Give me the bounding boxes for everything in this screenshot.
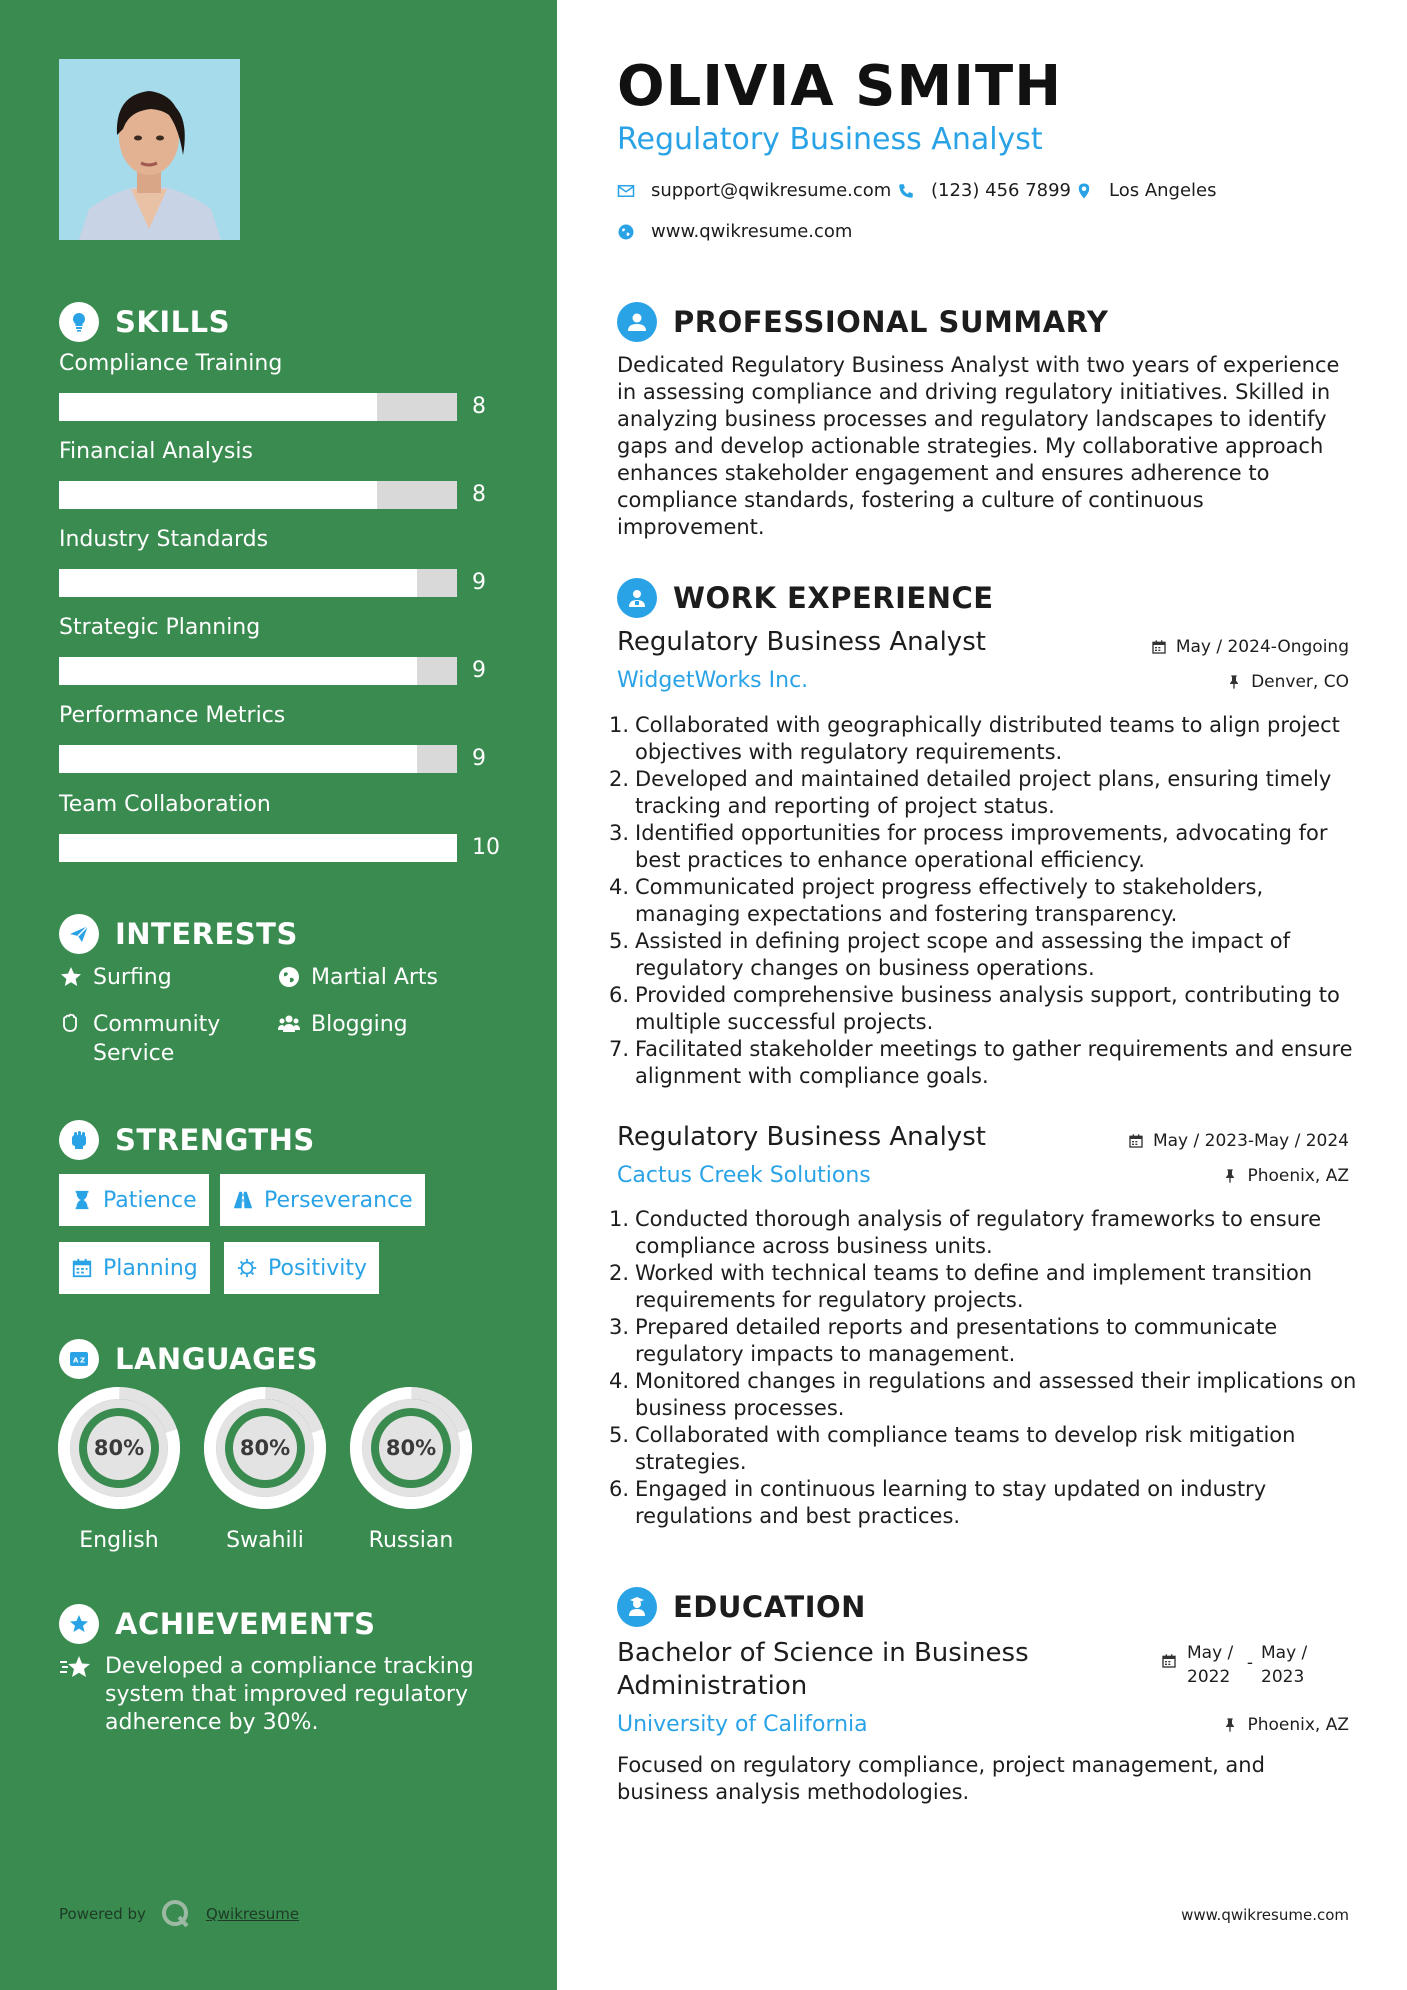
globe-icon — [617, 223, 635, 241]
skill-bar-fill — [59, 393, 377, 421]
achievements-heading: ACHIEVEMENTS — [59, 1604, 375, 1644]
pushpin-icon — [1222, 1168, 1238, 1184]
lightbulb-icon — [59, 302, 99, 342]
language-percent: 80% — [385, 1436, 437, 1460]
pushpin-icon — [1226, 674, 1242, 690]
skill-bar-fill — [59, 834, 457, 862]
language-ring — [349, 1386, 473, 1510]
language-percent: 80% — [239, 1436, 291, 1460]
users-icon — [277, 1012, 301, 1036]
profile-photo — [59, 59, 240, 240]
interests-heading: INTERESTS — [59, 914, 298, 954]
education-school: University of California — [617, 1712, 868, 1737]
language-item — [57, 1386, 181, 1553]
interest-item: Martial Arts — [277, 963, 438, 992]
list-item: 4. Monitored changes in regulations and assessed their implications on business processes. — [609, 1369, 1357, 1420]
education-degree: Bachelor of Science in Business Administration — [617, 1638, 1029, 1701]
skill-bar-fill — [59, 657, 417, 685]
list-item: 2. Developed and maintained detailed project plans, ensuring timely tracking and reporting of project status. — [609, 767, 1332, 818]
skill-item — [59, 351, 499, 421]
globe-icon — [277, 965, 301, 989]
languages-heading: A Z LANGUAGES — [59, 1339, 318, 1379]
skill-item — [59, 703, 499, 773]
user-icon — [617, 302, 657, 342]
job-duties — [609, 712, 1367, 1090]
education-dates: May / 2022 - May / 2023 — [1161, 1641, 1313, 1689]
language-percent: 80% — [93, 1436, 145, 1460]
education-description: Focused on regulatory compliance, project management, and business analysis methodologies. — [617, 1753, 1265, 1804]
candidate-role: Regulatory Business Analyst — [617, 122, 1043, 157]
skill-bar-fill — [59, 569, 417, 597]
calendar-icon — [1161, 1653, 1177, 1669]
qwikresume-link[interactable]: Qwikresume — [205, 1905, 300, 1923]
job-title: Regulatory Business Analyst — [617, 1122, 986, 1152]
candidate-name: OLIVIA SMITH — [617, 54, 1063, 119]
skill-item — [59, 615, 499, 685]
road-icon — [232, 1189, 254, 1211]
interest-item: Blogging — [277, 1010, 408, 1039]
skill-bar-fill — [59, 481, 377, 509]
skill-level: 9 — [472, 658, 486, 683]
skill-bar-fill — [59, 745, 417, 773]
language-name: Russian — [368, 1528, 454, 1553]
skill-item — [59, 527, 499, 597]
experience-heading: WORK EXPERIENCE — [617, 578, 994, 618]
skill-level: 9 — [472, 570, 486, 595]
pushpin-icon — [1222, 1717, 1238, 1733]
list-item: 3. Identified opportunities for process improvements, advocating for best practices to enhance operational efficiency. — [609, 821, 1328, 872]
phone-icon — [897, 182, 915, 200]
education-heading: EDUCATION — [617, 1587, 866, 1627]
skill-name: Industry Standards — [59, 527, 269, 552]
job-dates: May / 2023-May / 2024 — [1128, 1131, 1349, 1151]
summary-heading: PROFESSIONAL SUMMARY — [617, 302, 1108, 342]
skill-item — [59, 792, 499, 862]
skill-name: Compliance Training — [59, 351, 283, 376]
list-item: 3. Prepared detailed reports and presentations to communicate regulatory impacts to management. — [609, 1315, 1278, 1366]
interest-item: Community Service — [59, 1010, 249, 1068]
powered-by: Powered by Qwikresume — [59, 1898, 299, 1930]
list-item: 1. Collaborated with geographically distributed teams to align project objectives with regulatory requirements. — [609, 713, 1340, 764]
list-item: 5. Assisted in defining project scope and assessing the impact of regulatory changes on business operations. — [609, 929, 1290, 980]
list-item: 2. Worked with technical teams to define and implement transition requirements for regulatory projects. — [609, 1261, 1313, 1312]
sun-icon — [236, 1257, 258, 1279]
star-icon — [59, 965, 83, 989]
strength-chip: Positivity — [224, 1242, 379, 1294]
language-ring — [57, 1386, 181, 1510]
skill-level: 8 — [472, 394, 486, 419]
hand-icon — [59, 1012, 83, 1036]
job-location: Phoenix, AZ — [1222, 1166, 1349, 1186]
skill-name: Financial Analysis — [59, 439, 253, 464]
language-item — [349, 1386, 473, 1553]
job-company: Cactus Creek Solutions — [617, 1163, 871, 1188]
list-item: 6. Provided comprehensive business analysis support, contributing to multiple successful projects. — [609, 983, 1340, 1034]
list-item: 5. Collaborated with compliance teams to develop risk mitigation strategies. — [609, 1423, 1296, 1474]
briefcase-user-icon — [617, 578, 657, 618]
trophy-star-icon — [59, 1604, 99, 1644]
svg-text:Z: Z — [80, 1356, 86, 1365]
map-pin-icon — [1075, 182, 1093, 200]
list-item: 4. Communicated project progress effectively to stakeholders, managing expectations and fostering transparency. — [609, 875, 1264, 926]
sidebar — [0, 0, 557, 1990]
contact-website[interactable]: www.qwikresume.com — [617, 221, 852, 242]
paper-plane-icon — [59, 914, 99, 954]
hourglass-icon — [71, 1189, 93, 1211]
qwikresume-logo-icon — [160, 1898, 192, 1930]
skill-level: 9 — [472, 746, 486, 771]
language-name: English — [79, 1528, 159, 1553]
skill-item — [59, 439, 499, 509]
skill-name: Performance Metrics — [59, 703, 286, 728]
strength-chip: Patience — [59, 1174, 209, 1226]
contact-email[interactable]: support@qwikresume.com — [617, 180, 891, 201]
skills-heading: SKILLS — [59, 302, 230, 342]
language-name: Swahili — [226, 1528, 304, 1553]
graduation-icon — [617, 1587, 657, 1627]
contact-location: Los Angeles — [1075, 180, 1217, 201]
list-item: 7. Facilitated stakeholder meetings to gather requirements and ensure alignment with compliance goals. — [609, 1037, 1353, 1088]
shooting-star-icon — [59, 1654, 93, 1682]
skill-level: 10 — [472, 835, 500, 860]
footer-website[interactable]: www.qwikresume.com — [1181, 1906, 1349, 1924]
strength-chip: Planning — [59, 1242, 210, 1294]
list-item: 1. Conducted thorough analysis of regulatory frameworks to ensure compliance across business units. — [609, 1207, 1322, 1258]
calendar-icon — [71, 1257, 93, 1279]
education-location: Phoenix, AZ — [1222, 1715, 1349, 1735]
fist-icon — [59, 1120, 99, 1160]
skill-level: 8 — [472, 482, 486, 507]
job-title: Regulatory Business Analyst — [617, 627, 986, 657]
achievement-item: Developed a compliance tracking system that improved regulatory adherence by 30%. — [59, 1653, 479, 1737]
calendar-icon — [1151, 639, 1167, 655]
strength-chip: Perseverance — [220, 1174, 425, 1226]
skill-name: Team Collaboration — [59, 792, 271, 817]
language-ring — [203, 1386, 327, 1510]
main-content — [557, 0, 1407, 1990]
envelope-icon — [617, 182, 635, 200]
contact-phone[interactable]: (123) 456 7899 — [897, 180, 1071, 201]
job-dates: May / 2024-Ongoing — [1151, 637, 1349, 657]
job-company: WidgetWorks Inc. — [617, 668, 809, 693]
job-duties — [609, 1206, 1367, 1530]
strengths-heading: STRENGTHS — [59, 1120, 315, 1160]
svg-text:A: A — [73, 1356, 79, 1365]
language-item — [203, 1386, 327, 1553]
job-location: Denver, CO — [1226, 672, 1349, 692]
skill-name: Strategic Planning — [59, 615, 261, 640]
calendar-icon — [1128, 1133, 1144, 1149]
list-item: 6. Engaged in continuous learning to stay updated on industry regulations and best practices. — [609, 1477, 1267, 1528]
translate-icon — [59, 1339, 99, 1379]
interest-item: Surfing — [59, 963, 172, 992]
summary-text: Dedicated Regulatory Business Analyst with two years of experience in assessing compliance and driving regulatory initiatives. Skilled in analyzing business processes and regulatory landscapes to identify gaps and develop actionable strategies. My collaborative approach enhances stakeholder engagement and ensures adherence to compliance standards, fostering a culture of continuous improvement. — [617, 353, 1340, 539]
